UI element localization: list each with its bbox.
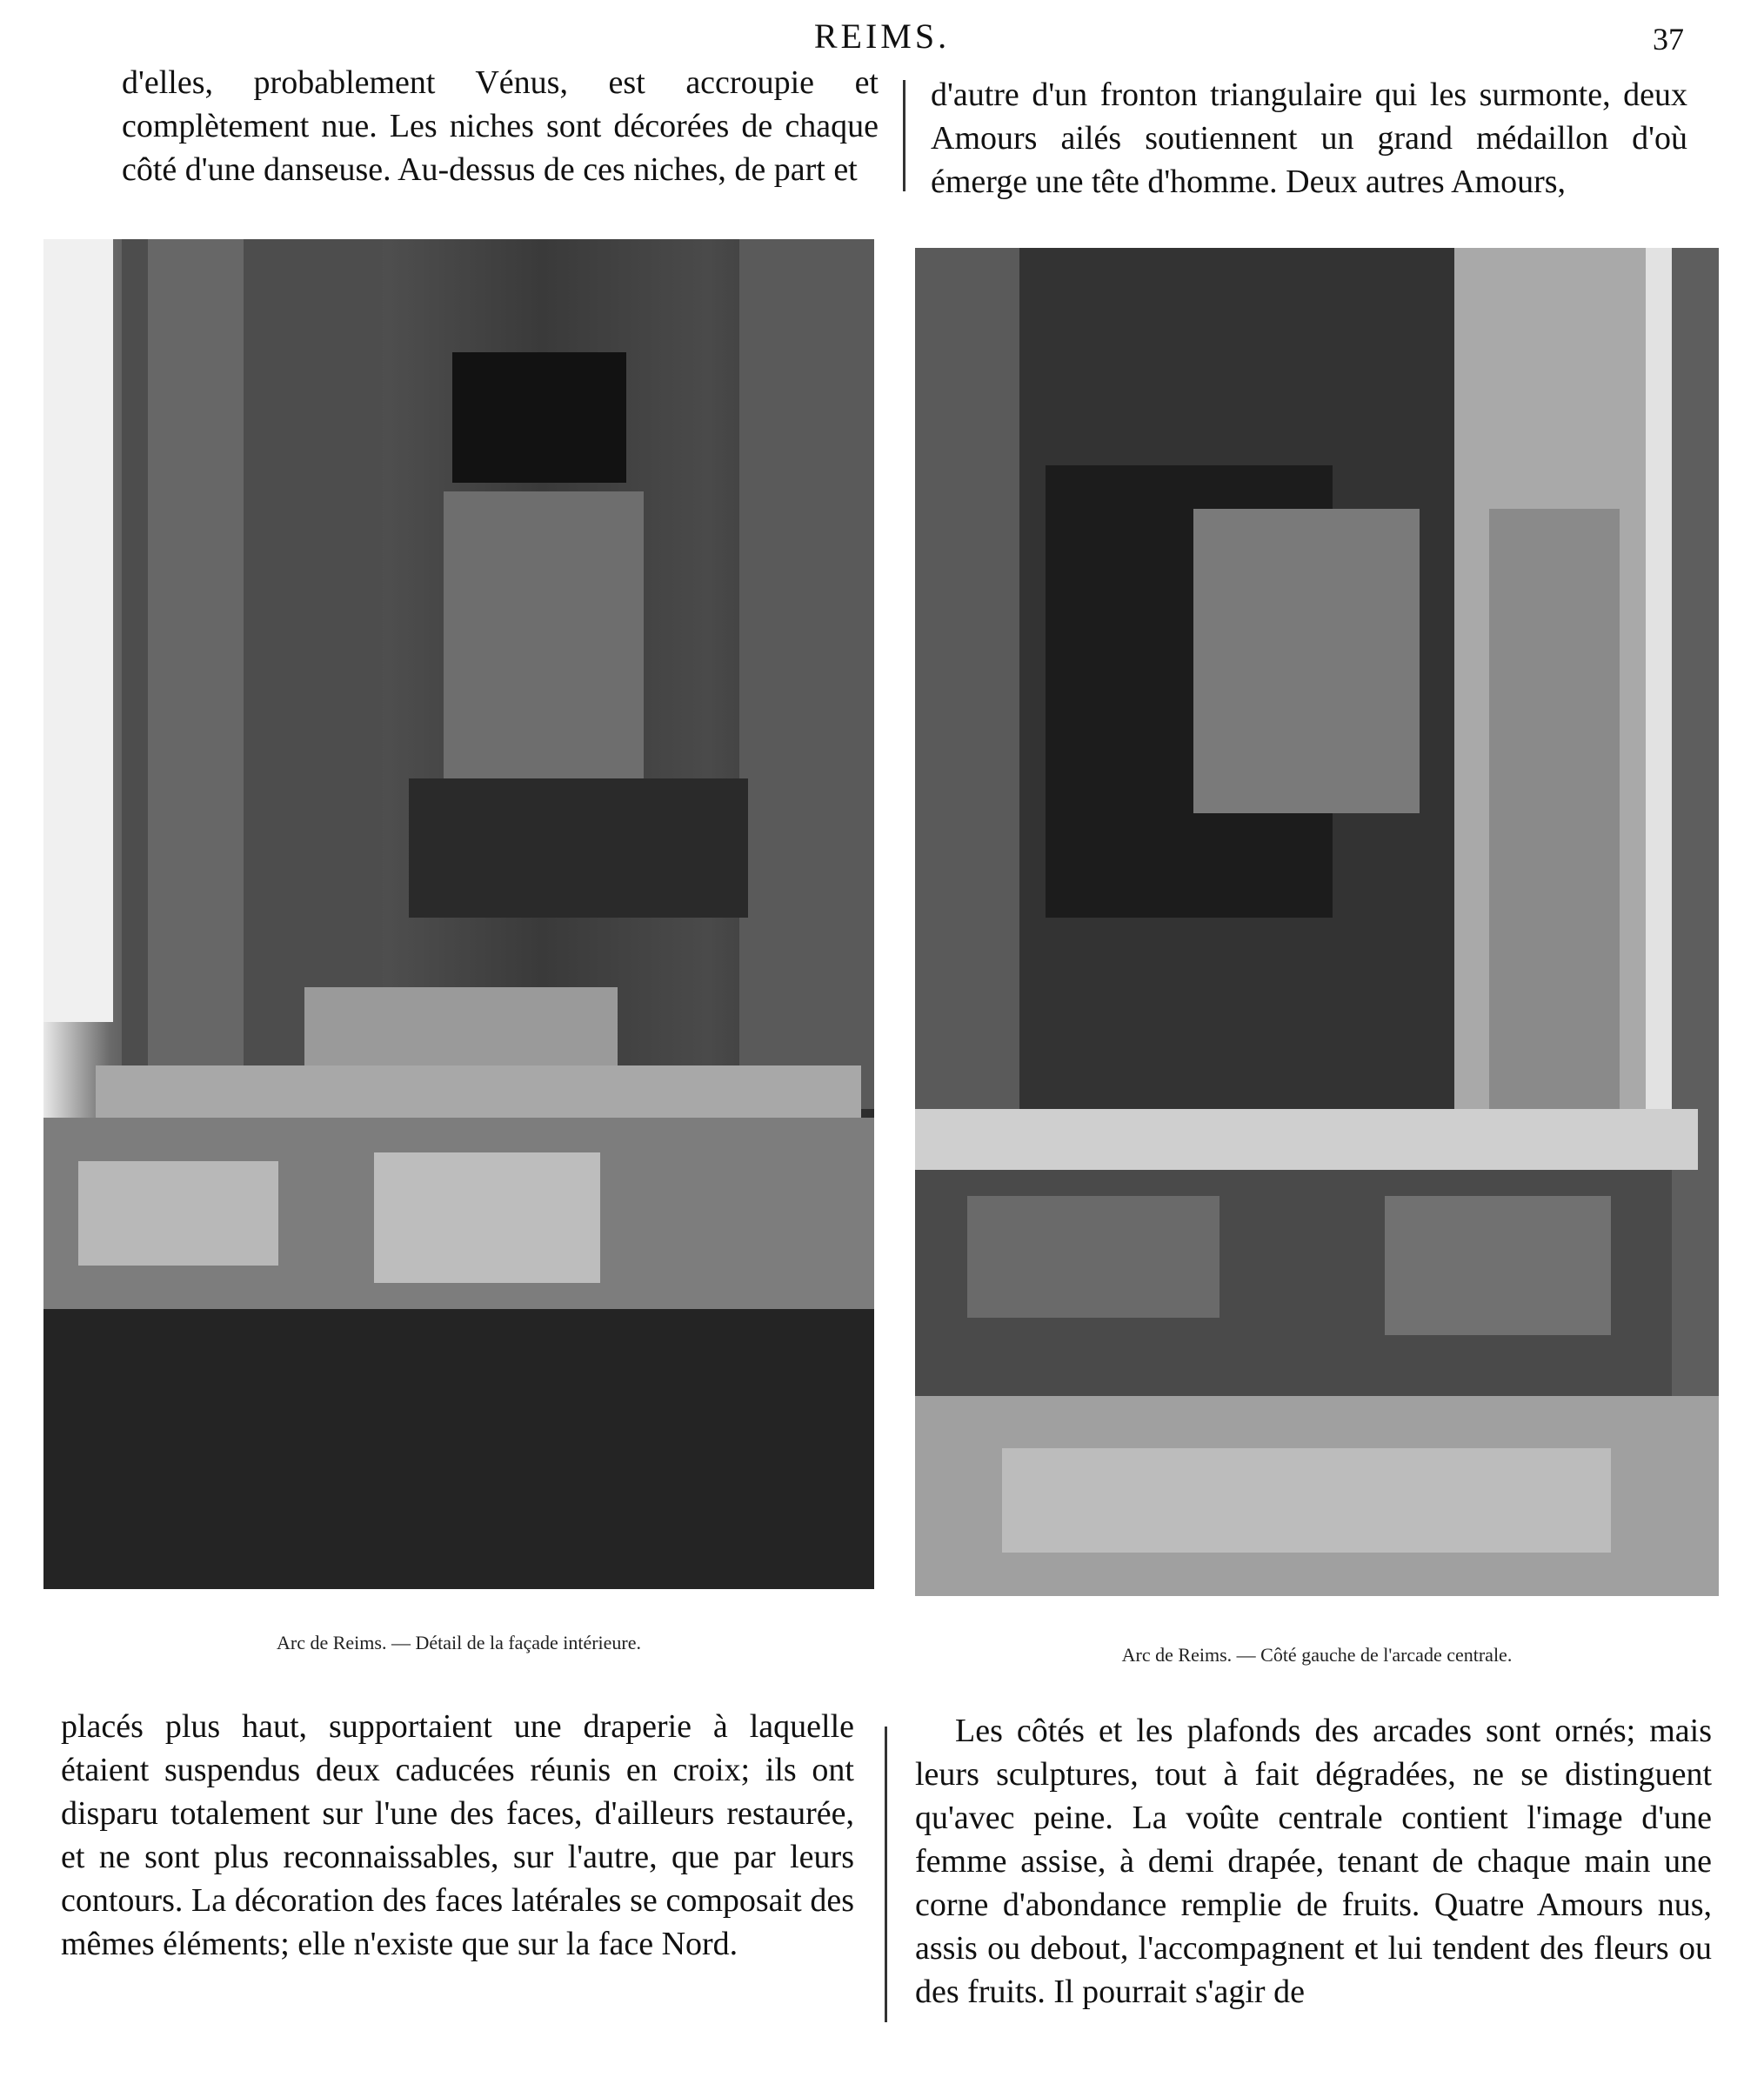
column-divider-top <box>903 80 905 191</box>
top-right-paragraph: d'autre d'un fronton triangulaire qui les surmonte, deux Amours ailés soutiennent un grand médaillon d'où émerge une tête d'homme. Deux autres Amours, <box>931 77 1687 200</box>
photo-left-illustration <box>43 239 874 1589</box>
running-header: REIMS. <box>813 17 951 56</box>
bottom-right-paragraph: Les côtés et les plafonds des arcades sont ornés; mais leurs sculptures, tout à fait dégradées, ne se distinguent qu'avec peine. La voûte centrale contient l'image d'une femme assise, à demi drapée, tenant de chaque main une corne d'abondance remplie de fruits. Quatre Amours nus, assis ou debout, l'accompagnent et lui tendent des fleurs ou des fruits. Il pourrait s'agir de <box>915 1713 1712 2010</box>
top-left-paragraph: d'elles, probablement Vénus, est accroupie et complètement nue. Les niches sont décorées de chaque côté d'une danseuse. Au-dessus de ces niches, de part et <box>122 64 879 188</box>
bottom-left-paragraph: placés plus haut, supportaient une draperie à laquelle étaient suspendus deux caducées réunis en croix; ils ont disparu totalement sur l'une des faces, d'ailleurs restaurée, et ne sont plus reconnaissables, sur l'autre, que par leurs contours. La décoration des faces latérales se composait des mêmes éléments; elle n'existe que sur la face Nord. <box>61 1708 854 1962</box>
figure-caption-right: Arc de Reims. — Côté gauche de l'arcade centrale. <box>1121 1644 1513 1666</box>
photo-left-facade-detail <box>43 239 874 1589</box>
photo-right-illustration <box>915 248 1719 1596</box>
figure-caption-left: Arc de Reims. — Détail de la façade intérieure. <box>276 1632 642 1653</box>
page-number: 37 <box>1653 22 1684 57</box>
column-divider-bottom <box>885 1727 887 2022</box>
photo-right-arcade-side <box>915 248 1719 1596</box>
